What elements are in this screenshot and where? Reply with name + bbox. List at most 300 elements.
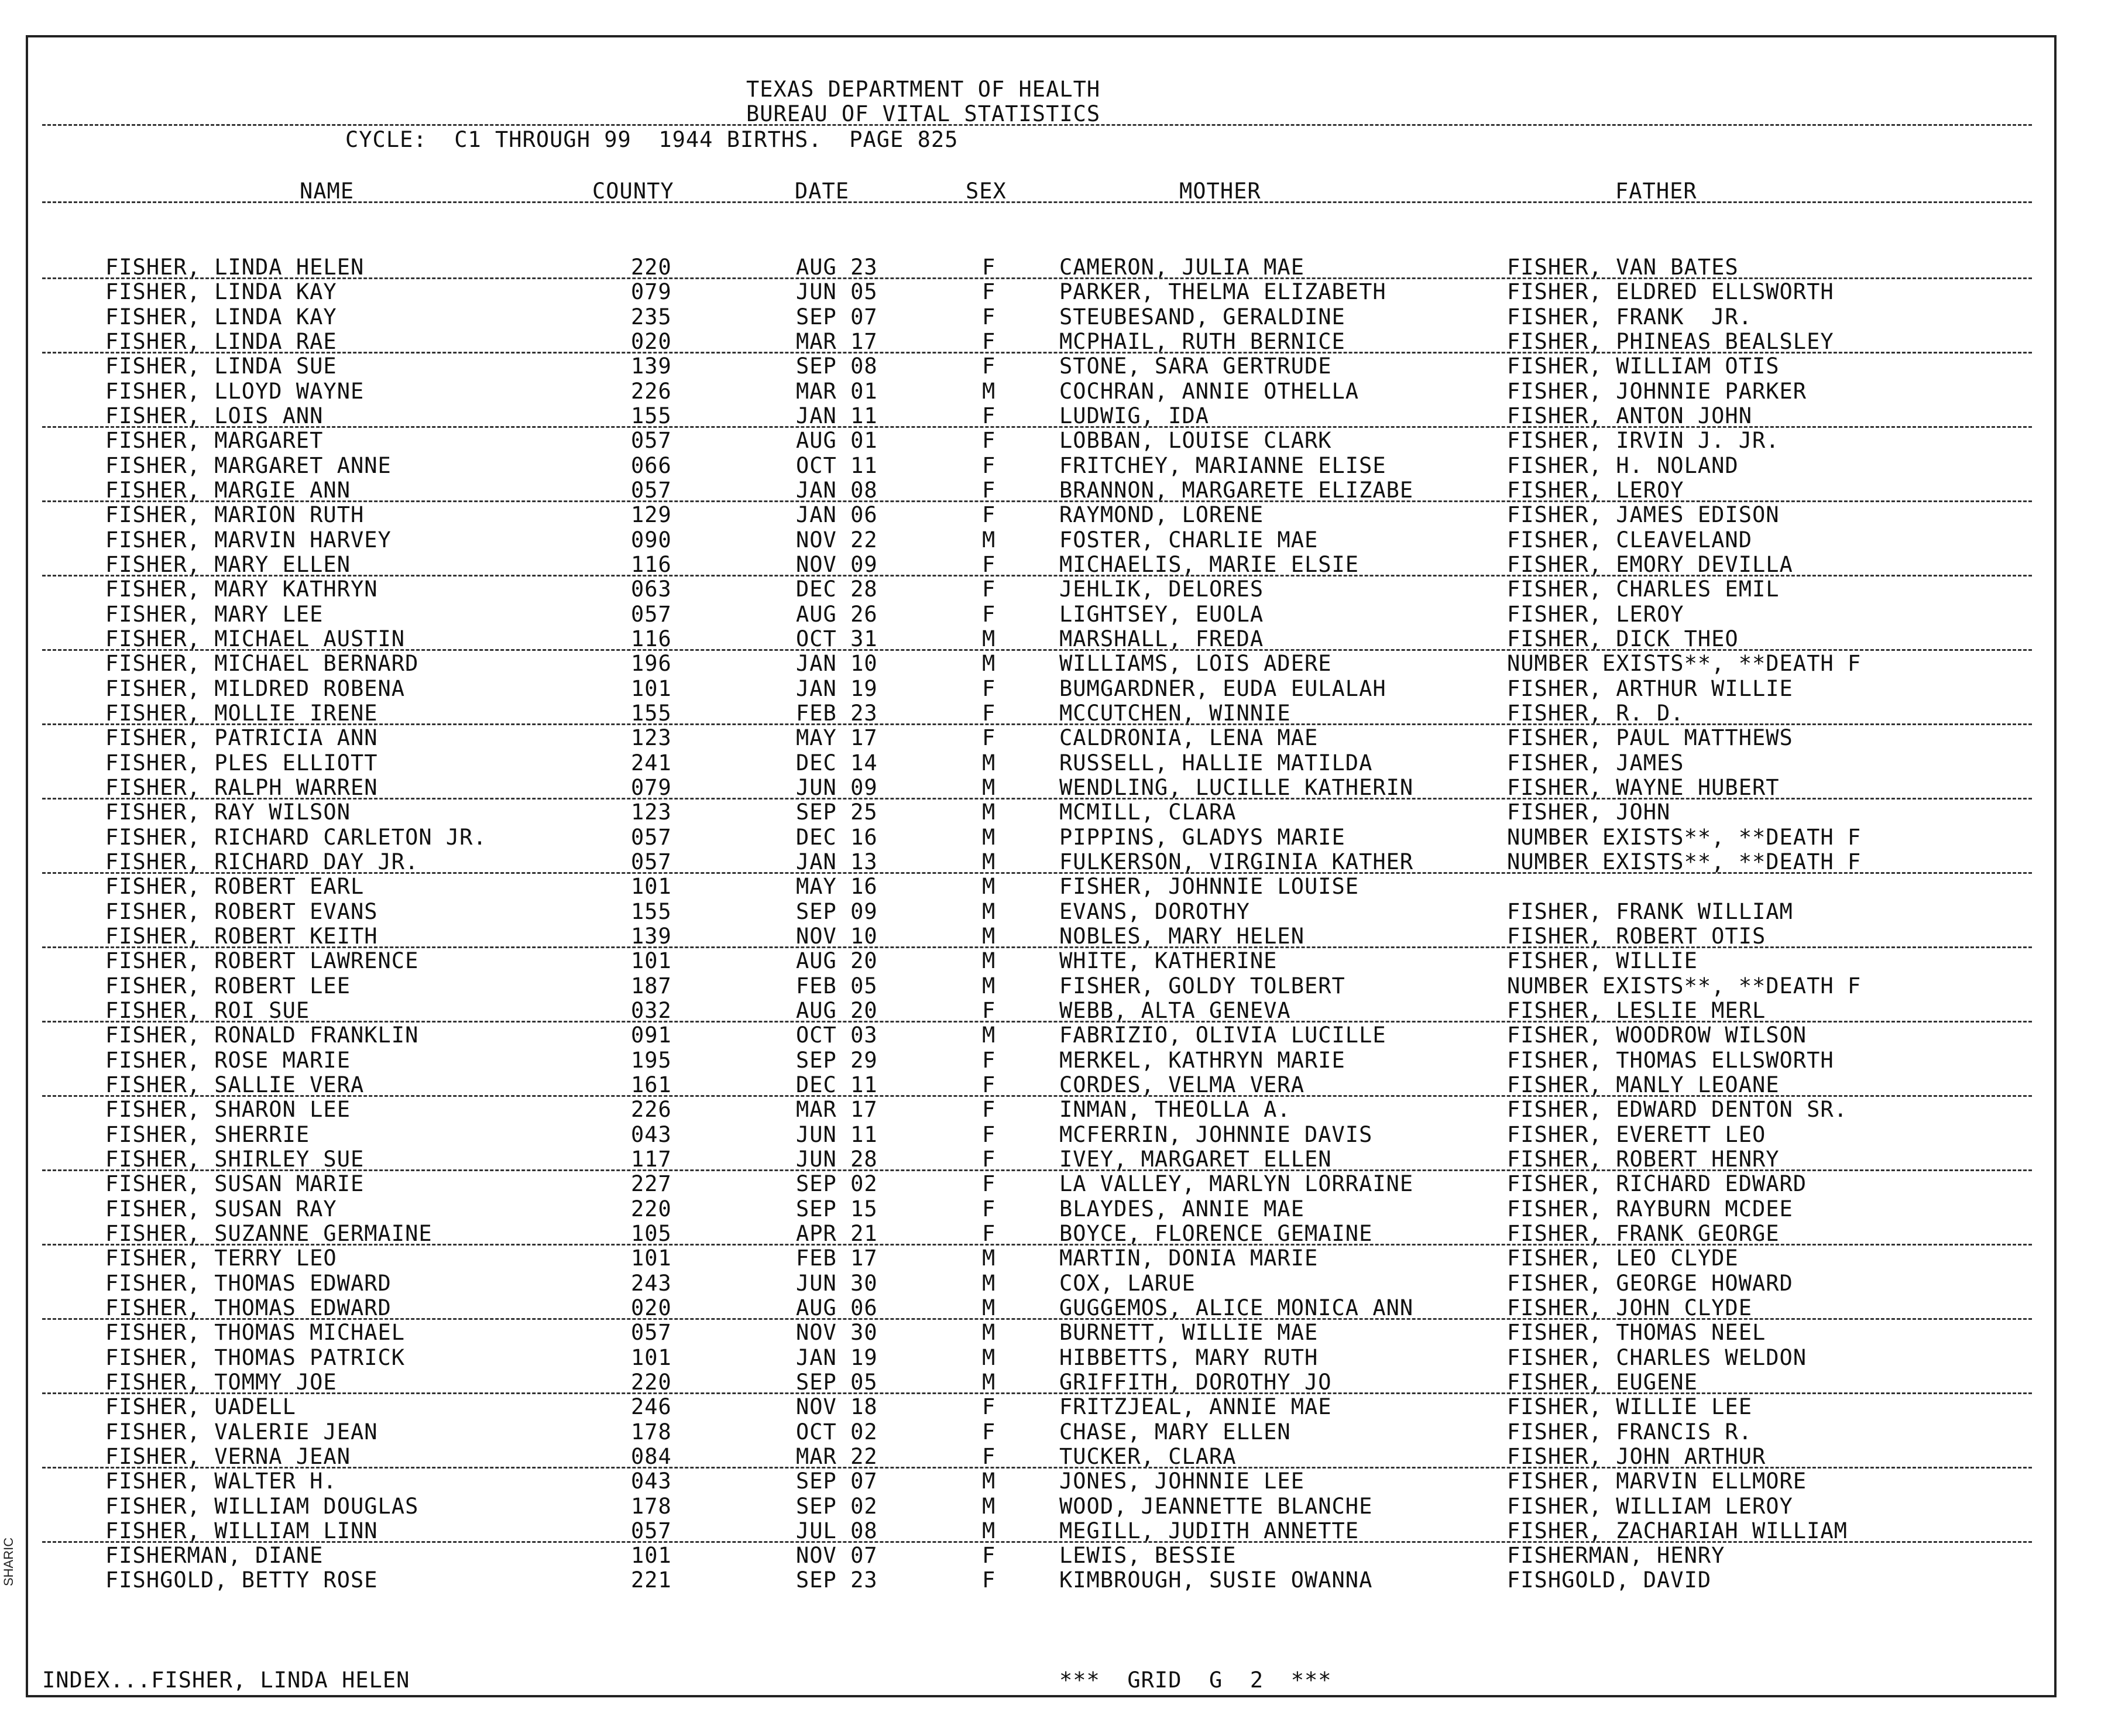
record-county: 226 [631, 378, 672, 404]
record-date: DEC 14 [796, 750, 878, 776]
record-county: 196 [631, 651, 672, 677]
record-date: SEP 15 [796, 1196, 878, 1222]
column-header-sex: SEX [966, 179, 1007, 204]
record-father: FISHER, WILLIAM OTIS [1507, 354, 1780, 379]
record-father: FISHER, JOHNNIE PARKER [1507, 378, 1807, 404]
record-date: NOV 30 [796, 1320, 878, 1346]
record-mother: LA VALLEY, MARLYN LORRAINE [1059, 1171, 1414, 1197]
record-father: FISHER, LEROY [1507, 601, 1684, 627]
record-county: 220 [631, 1369, 672, 1395]
record-name: FISHER, SHARON LEE [105, 1097, 351, 1123]
record-name: FISHER, LLOYD WAYNE [105, 378, 365, 404]
record-mother: LUDWIG, IDA [1059, 403, 1210, 428]
record-sex: M [982, 750, 996, 776]
record-father: FISHER, CHARLES EMIL [1507, 577, 1780, 602]
record-county: 139 [631, 354, 672, 379]
record-sex: M [982, 1023, 996, 1048]
record-date: JAN 10 [796, 651, 878, 677]
record-name: FISHER, RONALD FRANKLIN [105, 1023, 419, 1048]
record-date: NOV 18 [796, 1394, 878, 1420]
record-row [0, 503, 2125, 527]
footer-index: INDEX...FISHER, LINDA HELEN [42, 1668, 410, 1693]
cycle-line: CYCLE: C1 THROUGH 99 1944 BIRTHS. PAGE 825 [345, 127, 959, 152]
record-row [0, 1395, 2125, 1419]
record-father: FISHER, EMORY DEVILLA [1507, 551, 1793, 577]
record-father: FISHER, MARVIN ELLMORE [1507, 1469, 1807, 1494]
record-mother: BRANNON, MARGARETE ELIZABE [1059, 477, 1414, 503]
record-mother: FRITCHEY, MARIANNE ELISE [1059, 452, 1386, 478]
record-father: FISHER, RAYBURN MCDEE [1507, 1196, 1793, 1222]
record-mother: MCFERRIN, JOHNNIE DAVIS [1059, 1121, 1373, 1147]
record-mother: COCHRAN, ANNIE OTHELLA [1059, 378, 1360, 404]
record-county: 226 [631, 1097, 672, 1123]
record-county: 227 [631, 1171, 672, 1197]
record-father: FISHER, JOHN ARTHUR [1507, 1443, 1766, 1469]
record-date: SEP 08 [796, 354, 878, 379]
record-county: 057 [631, 1518, 672, 1543]
record-row [0, 305, 2125, 330]
record-row [0, 354, 2125, 379]
record-mother: LEWIS, BESSIE [1059, 1543, 1237, 1569]
record-name: FISHER, ROSE MARIE [105, 1047, 351, 1073]
record-mother: MERKEL, KATHRYN MARIE [1059, 1047, 1345, 1073]
record-row [0, 1197, 2125, 1222]
record-row [0, 726, 2125, 750]
record-sex: M [982, 1246, 996, 1271]
column-header-divider [42, 201, 2032, 203]
record-name: FISHER, MARY LEE [105, 601, 324, 627]
record-name: FISHER, WILLIAM LINN [105, 1518, 378, 1543]
record-father: FISHER, ARTHUR WILLIE [1507, 675, 1793, 701]
record-name: FISHER, UADELL [105, 1394, 296, 1420]
record-row [0, 1147, 2125, 1172]
record-county: 139 [631, 923, 672, 949]
record-name: FISHER, TOMMY JOE [105, 1369, 337, 1395]
record-mother: FISHER, JOHNNIE LOUISE [1059, 874, 1360, 900]
column-header-date: DATE [795, 179, 850, 204]
record-father: FISHER, WILLIE LEE [1507, 1394, 1752, 1420]
record-name: FISHER, SALLIE VERA [105, 1072, 365, 1097]
record-mother: FABRIZIO, OLIVIA LUCILLE [1059, 1023, 1386, 1048]
record-county: 243 [631, 1270, 672, 1296]
record-date: APR 21 [796, 1220, 878, 1246]
record-father: FISHER, LESLIE MERL [1507, 997, 1766, 1023]
record-county: 101 [631, 1246, 672, 1271]
record-date: MAY 16 [796, 874, 878, 900]
record-date: NOV 09 [796, 551, 878, 577]
record-date: SEP 23 [796, 1567, 878, 1593]
row-separator [42, 1541, 2032, 1543]
record-row [0, 577, 2125, 602]
record-name: FISHER, LOIS ANN [105, 403, 324, 428]
record-sex: F [982, 1419, 996, 1445]
record-mother: FOSTER, CHARLIE MAE [1059, 527, 1319, 553]
record-name: FISHER, RALPH WARREN [105, 774, 378, 800]
record-row [0, 1445, 2125, 1469]
record-mother: WHITE, KATHERINE [1059, 948, 1278, 974]
record-date: JAN 06 [796, 502, 878, 528]
record-sex: F [982, 502, 996, 528]
record-mother: PIPPINS, GLADYS MARIE [1059, 824, 1345, 850]
record-row [0, 454, 2125, 478]
record-mother: JEHLIK, DELORES [1059, 577, 1264, 602]
record-date: JAN 19 [796, 675, 878, 701]
record-date: MAR 01 [796, 378, 878, 404]
record-county: 241 [631, 750, 672, 776]
record-county: 020 [631, 1295, 672, 1320]
record-row [0, 900, 2125, 924]
record-county: 091 [631, 1023, 672, 1048]
record-name: FISHER, WALTER H. [105, 1469, 337, 1494]
record-county: 195 [631, 1047, 672, 1073]
record-date: AUG 20 [796, 948, 878, 974]
record-name: FISHER, SUZANNE GERMAINE [105, 1220, 432, 1246]
record-county: 057 [631, 849, 672, 874]
record-sex: F [982, 551, 996, 577]
record-row [0, 1296, 2125, 1320]
record-sex: F [982, 1567, 996, 1593]
record-row [0, 850, 2125, 874]
record-father: FISHER, FRANCIS R. [1507, 1419, 1752, 1445]
record-father: NUMBER EXISTS**, **DEATH F [1507, 824, 1862, 850]
record-row [0, 1048, 2125, 1073]
record-name: FISHER, VALERIE JEAN [105, 1419, 378, 1445]
record-row [0, 677, 2125, 701]
record-father: FISHER, LEO CLYDE [1507, 1246, 1739, 1271]
record-sex: F [982, 725, 996, 751]
record-county: 155 [631, 403, 672, 428]
record-name: FISHER, MARGARET [105, 428, 324, 454]
record-mother: MCMILL, CLARA [1059, 800, 1237, 825]
record-sex: F [982, 354, 996, 379]
record-sex: F [982, 1072, 996, 1097]
record-county: 116 [631, 551, 672, 577]
record-father: FISHER, WAYNE HUBERT [1507, 774, 1780, 800]
record-father: FISHER, FRANK WILLIAM [1507, 898, 1793, 924]
record-name: FISHER, RICHARD DAY JR. [105, 849, 419, 874]
record-row [0, 701, 2125, 726]
record-mother: TUCKER, CLARA [1059, 1443, 1237, 1469]
record-name: FISHER, LINDA HELEN [105, 255, 365, 280]
record-row [0, 330, 2125, 354]
record-father: NUMBER EXISTS**, **DEATH F [1507, 651, 1862, 677]
record-sex: M [982, 1270, 996, 1296]
record-date: SEP 05 [796, 1369, 878, 1395]
record-father: FISHER, JOHN CLYDE [1507, 1295, 1752, 1320]
record-name: FISHER, ROBERT KEITH [105, 923, 378, 949]
record-name: FISHER, SUSAN MARIE [105, 1171, 365, 1197]
record-date: DEC 11 [796, 1072, 878, 1097]
record-county: 129 [631, 502, 672, 528]
record-name: FISHER, THOMAS EDWARD [105, 1295, 392, 1320]
record-sex: F [982, 1047, 996, 1073]
record-row [0, 602, 2125, 627]
record-father: FISHER, EDWARD DENTON SR. [1507, 1097, 1848, 1123]
record-date: NOV 07 [796, 1543, 878, 1569]
side-label: SHARIC [1, 1537, 16, 1586]
record-father: FISHER, ANTON JOHN [1507, 403, 1752, 428]
record-sex: F [982, 1394, 996, 1420]
record-father: FISHER, JOHN [1507, 800, 1671, 825]
record-date: OCT 11 [796, 452, 878, 478]
record-mother: BUMGARDNER, EUDA EULALAH [1059, 675, 1386, 701]
record-sex: M [982, 1469, 996, 1494]
record-father: FISHER, THOMAS ELLSWORTH [1507, 1047, 1834, 1073]
record-county: 084 [631, 1443, 672, 1469]
record-name: FISHER, ROBERT LEE [105, 973, 351, 999]
record-mother: FULKERSON, VIRGINIA KATHER [1059, 849, 1414, 874]
record-sex: M [982, 626, 996, 651]
record-sex: F [982, 328, 996, 354]
record-father: FISHER, ELDRED ELLSWORTH [1507, 279, 1834, 305]
record-sex: F [982, 255, 996, 280]
record-row [0, 776, 2125, 800]
record-mother: RUSSELL, HALLIE MATILDA [1059, 750, 1373, 776]
record-mother: PARKER, THELMA ELIZABETH [1059, 279, 1386, 305]
record-county: 221 [631, 1567, 672, 1593]
record-date: JAN 08 [796, 477, 878, 503]
record-name: FISHER, TERRY LEO [105, 1246, 337, 1271]
record-name: FISHER, WILLIAM DOUGLAS [105, 1493, 419, 1519]
record-mother: BLAYDES, ANNIE MAE [1059, 1196, 1304, 1222]
record-name: FISHER, MARION RUTH [105, 502, 365, 528]
record-mother: BURNETT, WILLIE MAE [1059, 1320, 1319, 1346]
record-name: FISHER, RICHARD CARLETON JR. [105, 824, 487, 850]
record-county: 101 [631, 1344, 672, 1370]
record-sex: F [982, 477, 996, 503]
record-father: FISHER, LEROY [1507, 477, 1684, 503]
record-county: 235 [631, 304, 672, 330]
record-name: FISHER, RAY WILSON [105, 800, 351, 825]
record-row [0, 1568, 2125, 1593]
record-county: 043 [631, 1121, 672, 1147]
record-county: 043 [631, 1469, 672, 1494]
record-mother: MEGILL, JUDITH ANNETTE [1059, 1518, 1360, 1543]
record-father: FISHERMAN, HENRY [1507, 1543, 1725, 1569]
record-sex: M [982, 774, 996, 800]
record-row [0, 949, 2125, 973]
record-sex: F [982, 997, 996, 1023]
record-row [0, 1519, 2125, 1543]
record-sex: F [982, 304, 996, 330]
record-sex: M [982, 948, 996, 974]
record-mother: FRITZJEAL, ANNIE MAE [1059, 1394, 1332, 1420]
record-sex: M [982, 849, 996, 874]
record-sex: F [982, 1220, 996, 1246]
record-date: SEP 07 [796, 1469, 878, 1494]
record-father: FISHER, MANLY LEOANE [1507, 1072, 1780, 1097]
record-name: FISHER, ROI SUE [105, 997, 310, 1023]
record-row [0, 1494, 2125, 1519]
record-mother: CHASE, MARY ELLEN [1059, 1419, 1291, 1445]
record-county: 123 [631, 800, 672, 825]
record-date: NOV 22 [796, 527, 878, 553]
record-mother: IVEY, MARGARET ELLEN [1059, 1146, 1332, 1172]
record-date: AUG 06 [796, 1295, 878, 1320]
record-mother: STONE, SARA GERTRUDE [1059, 354, 1332, 379]
record-county: 057 [631, 1320, 672, 1346]
record-date: NOV 10 [796, 923, 878, 949]
record-date: FEB 17 [796, 1246, 878, 1271]
record-father: FISHER, GEORGE HOWARD [1507, 1270, 1793, 1296]
record-father: FISHGOLD, DAVID [1507, 1567, 1712, 1593]
record-sex: F [982, 700, 996, 726]
record-row [0, 280, 2125, 304]
record-date: SEP 02 [796, 1171, 878, 1197]
record-sex: F [982, 1443, 996, 1469]
record-mother: EVANS, DOROTHY [1059, 898, 1250, 924]
record-mother: RAYMOND, LORENE [1059, 502, 1264, 528]
record-sex: M [982, 651, 996, 677]
record-county: 246 [631, 1394, 672, 1420]
record-row [0, 404, 2125, 428]
record-mother: GRIFFITH, DOROTHY JO [1059, 1369, 1332, 1395]
record-county: 057 [631, 477, 672, 503]
record-father: FISHER, JAMES [1507, 750, 1684, 776]
record-sex: F [982, 1097, 996, 1123]
record-county: 220 [631, 1196, 672, 1222]
record-mother: INMAN, THEOLLA A. [1059, 1097, 1291, 1123]
record-row [0, 1370, 2125, 1395]
record-name: FISHER, PATRICIA ANN [105, 725, 378, 751]
record-county: 063 [631, 577, 672, 602]
record-mother: MARSHALL, FREDA [1059, 626, 1264, 651]
record-row [0, 825, 2125, 850]
record-date: FEB 05 [796, 973, 878, 999]
record-sex: F [982, 601, 996, 627]
record-father: FISHER, WILLIE [1507, 948, 1698, 974]
record-row [0, 1097, 2125, 1122]
record-date: MAR 17 [796, 328, 878, 354]
record-name: FISHER, SHIRLEY SUE [105, 1146, 365, 1172]
record-sex: M [982, 1295, 996, 1320]
record-father: NUMBER EXISTS**, **DEATH F [1507, 973, 1862, 999]
record-father: FISHER, EVERETT LEO [1507, 1121, 1766, 1147]
record-date: MAR 22 [796, 1443, 878, 1469]
record-date: JUL 08 [796, 1518, 878, 1543]
record-sex: M [982, 527, 996, 553]
record-father: FISHER, CLEAVELAND [1507, 527, 1752, 553]
record-name: FISHER, SHERRIE [105, 1121, 310, 1147]
record-county: 117 [631, 1146, 672, 1172]
record-row [0, 1320, 2125, 1345]
record-sex: M [982, 1518, 996, 1543]
record-county: 178 [631, 1493, 672, 1519]
record-sex: M [982, 1344, 996, 1370]
record-name: FISHER, MICHAEL BERNARD [105, 651, 419, 677]
record-father: FISHER, R. D. [1507, 700, 1684, 726]
record-county: 101 [631, 874, 672, 900]
record-mother: WENDLING, LUCILLE KATHERIN [1059, 774, 1414, 800]
record-name: FISHER, LINDA RAE [105, 328, 337, 354]
record-county: 155 [631, 700, 672, 726]
record-name: FISHER, THOMAS PATRICK [105, 1344, 406, 1370]
record-name: FISHER, VERNA JEAN [105, 1443, 351, 1469]
record-county: 020 [631, 328, 672, 354]
record-name: FISHER, MARVIN HARVEY [105, 527, 392, 553]
record-sex: M [982, 1320, 996, 1346]
record-date: SEP 02 [796, 1493, 878, 1519]
record-row [0, 974, 2125, 999]
record-mother: STEUBESAND, GERALDINE [1059, 304, 1345, 330]
record-sex: F [982, 279, 996, 305]
record-father: FISHER, WOODROW WILSON [1507, 1023, 1807, 1048]
record-county: 178 [631, 1419, 672, 1445]
header-divider [42, 124, 2032, 126]
record-father: FISHER, CHARLES WELDON [1507, 1344, 1807, 1370]
record-county: 079 [631, 279, 672, 305]
record-row [0, 924, 2125, 949]
record-sex: F [982, 577, 996, 602]
footer-grid: *** GRID G 2 *** [1059, 1668, 1332, 1693]
record-date: MAR 17 [796, 1097, 878, 1123]
record-sex: F [982, 1196, 996, 1222]
record-name: FISHER, LINDA KAY [105, 279, 337, 305]
record-mother: JONES, JOHNNIE LEE [1059, 1469, 1304, 1494]
record-sex: F [982, 428, 996, 454]
record-mother: MARTIN, DONIA MARIE [1059, 1246, 1319, 1271]
record-mother: CAMERON, JULIA MAE [1059, 255, 1304, 280]
record-row [0, 1222, 2125, 1246]
record-sex: F [982, 1171, 996, 1197]
record-county: 057 [631, 601, 672, 627]
record-county: 220 [631, 255, 672, 280]
record-sex: M [982, 973, 996, 999]
record-mother: GUGGEMOS, ALICE MONICA ANN [1059, 1295, 1414, 1320]
record-row [0, 379, 2125, 404]
record-name: FISHER, LINDA SUE [105, 354, 337, 379]
record-row [0, 751, 2125, 776]
record-father: FISHER, JAMES EDISON [1507, 502, 1780, 528]
record-sex: F [982, 1146, 996, 1172]
record-father: FISHER, ROBERT HENRY [1507, 1146, 1780, 1172]
record-sex: F [982, 403, 996, 428]
record-county: 101 [631, 1543, 672, 1569]
record-name: FISHER, MARY ELLEN [105, 551, 351, 577]
record-sex: M [982, 378, 996, 404]
record-mother: WOOD, JEANNETTE BLANCHE [1059, 1493, 1373, 1519]
record-row [0, 528, 2125, 553]
record-row [0, 1469, 2125, 1494]
record-county: 101 [631, 948, 672, 974]
record-mother: WILLIAMS, LOIS ADERE [1059, 651, 1332, 677]
record-sex: M [982, 1369, 996, 1395]
record-sex: M [982, 898, 996, 924]
header-line-1: TEXAS DEPARTMENT OF HEALTH [746, 77, 1101, 102]
record-mother: MCCUTCHEN, WINNIE [1059, 700, 1291, 726]
record-name: FISHER, ROBERT EARL [105, 874, 365, 900]
column-header-county: COUNTY [592, 179, 674, 204]
record-mother: KIMBROUGH, SUSIE OWANNA [1059, 1567, 1373, 1593]
record-date: DEC 28 [796, 577, 878, 602]
column-header-mother: MOTHER [1179, 179, 1261, 204]
record-date: JAN 13 [796, 849, 878, 874]
record-row [0, 651, 2125, 676]
record-date: JUN 09 [796, 774, 878, 800]
record-mother: LOBBAN, LOUISE CLARK [1059, 428, 1332, 454]
record-name: FISHERMAN, DIANE [105, 1543, 324, 1569]
record-father: FISHER, FRANK GEORGE [1507, 1220, 1780, 1246]
record-county: 032 [631, 997, 672, 1023]
record-row [0, 1420, 2125, 1445]
record-sex: F [982, 675, 996, 701]
record-date: JAN 19 [796, 1344, 878, 1370]
record-county: 090 [631, 527, 672, 553]
record-date: AUG 20 [796, 997, 878, 1023]
record-sex: M [982, 800, 996, 825]
record-father: FISHER, RICHARD EDWARD [1507, 1171, 1807, 1197]
record-mother: MICHAELIS, MARIE ELSIE [1059, 551, 1360, 577]
